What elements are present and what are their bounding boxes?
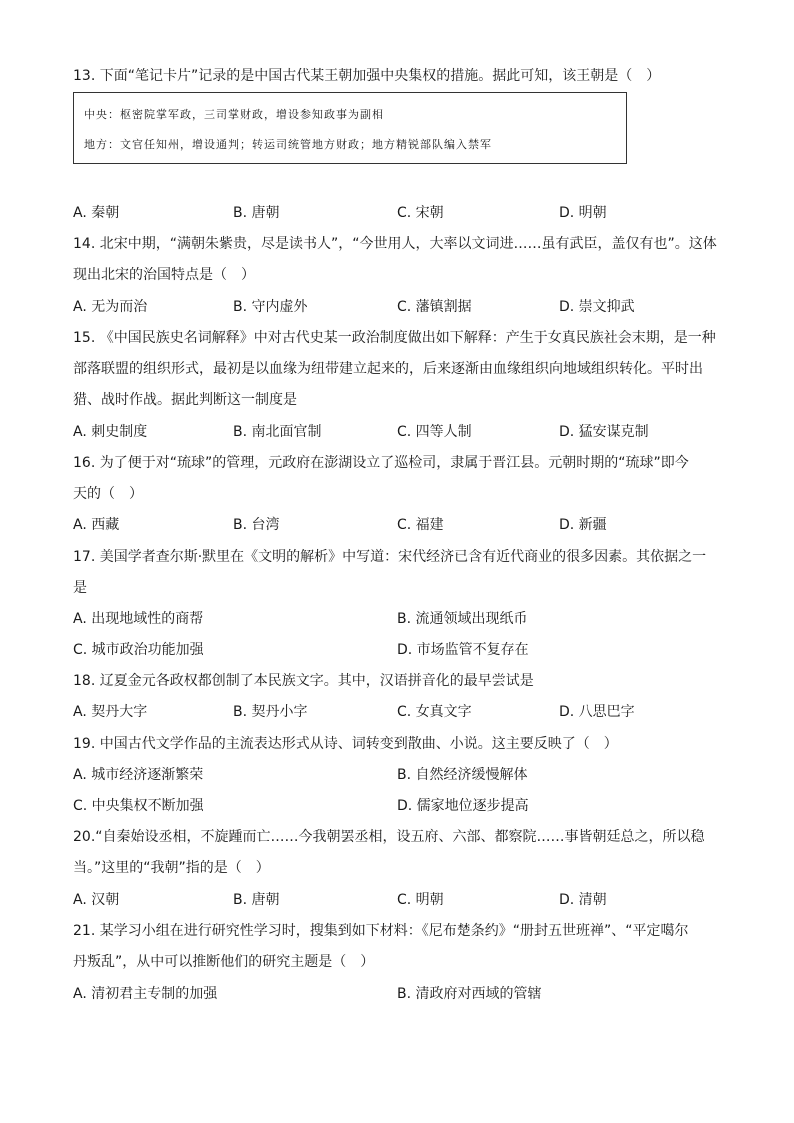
question-text: 19. 中国古代文学作品的主流表达形式从诗、词转变到散曲、小说。这主要反映了（ ）	[73, 736, 618, 752]
option-d[interactable]: D. 清朝	[559, 892, 607, 908]
option-c[interactable]: C. 藩镇割据	[397, 299, 472, 315]
question-text: 部落联盟的组织形式，最初是以血缘为纽带建立起来的，后来逐渐由血缘组织向地域组织转化。平时出	[73, 361, 703, 377]
option-d[interactable]: D. 崇文抑武	[559, 299, 635, 315]
option-c[interactable]: C. 女真文字	[397, 704, 472, 720]
question-text: 当。”这里的“我朝”指的是（ ）	[73, 860, 270, 876]
note-card-central: 中央：枢密院掌军政，三司掌财政，增设参知政事为副相	[84, 108, 384, 121]
option-c[interactable]: C. 城市政治功能加强	[73, 642, 204, 658]
question-text: 现出北宋的治国特点是（ ）	[73, 267, 255, 283]
option-b[interactable]: B. 唐朝	[233, 892, 280, 908]
option-d[interactable]: D. 八思巴字	[559, 704, 635, 720]
question-text: 丹叛乱”，从中可以推断他们的研究主题是（ ）	[73, 954, 375, 970]
question-text: 18. 辽夏金元各政权都创制了本民族文字。其中，汉语拼音化的最早尝试是	[73, 673, 534, 689]
option-a[interactable]: A. 刺史制度	[73, 424, 148, 440]
option-a[interactable]: A. 汉朝	[73, 892, 120, 908]
question-text: 猎、战时作战。据此判断这一制度是	[73, 392, 297, 408]
option-c[interactable]: C. 中央集权不断加强	[73, 798, 204, 814]
option-d[interactable]: D. 新疆	[559, 517, 607, 533]
option-a[interactable]: A. 无为而治	[73, 299, 148, 315]
option-c[interactable]: C. 明朝	[397, 892, 444, 908]
option-b[interactable]: B. 清政府对西域的管辖	[397, 986, 542, 1002]
question-text: 15. 《中国民族史名词解释》中对古代史某一政治制度做出如下解释：产生于女真民族社会末期，是一种	[73, 330, 716, 346]
option-d[interactable]: D. 市场监管不复存在	[397, 642, 529, 658]
option-b[interactable]: B. 唐朝	[233, 205, 280, 221]
question-text: 20.“自秦始设丞相，不旋踵而亡……今我朝罢丞相，设五府、六部、都察院……事皆朝廷总之，所以稳	[73, 829, 705, 845]
question-text: 16. 为了便于对“琉球”的管理，元政府在澎湖设立了巡检司，隶属于晋江县。元朝时期的“琉球”即今	[73, 455, 689, 471]
option-a[interactable]: A. 城市经济逐渐繁荣	[73, 767, 204, 783]
question-text: 天的（ ）	[73, 486, 143, 502]
question-text: 17. 美国学者查尔斯·默里在《文明的解析》中写道：宋代经济已含有近代商业的很多因素。其依据之一	[73, 549, 707, 565]
question-text: 21. 某学习小组在进行研究性学习时，搜集到如下材料：《尼布楚条约》“册封五世班禅”、“平定噶尔	[73, 923, 689, 939]
option-a[interactable]: A. 出现地域性的商帮	[73, 611, 204, 627]
option-c[interactable]: C. 福建	[397, 517, 444, 533]
option-d[interactable]: D. 猛安谋克制	[559, 424, 649, 440]
option-a[interactable]: A. 契丹大字	[73, 704, 148, 720]
option-d[interactable]: D. 明朝	[559, 205, 607, 221]
option-a[interactable]: A. 清初君主专制的加强	[73, 986, 218, 1002]
question-text: 14. 北宋中期，“满朝朱紫贵，尽是读书人”，“今世用人，大率以文词进……虽有武臣，盖仅有也”。这体	[73, 236, 717, 252]
option-a[interactable]: A. 秦朝	[73, 205, 120, 221]
note-card	[73, 92, 627, 164]
question-text: 是	[73, 580, 87, 596]
option-a[interactable]: A. 西藏	[73, 517, 120, 533]
note-card-local: 地方：文官任知州，增设通判；转运司统管地方财政；地方精锐部队编入禁军	[84, 138, 492, 151]
option-b[interactable]: B. 自然经济缓慢解体	[397, 767, 528, 783]
option-c[interactable]: C. 四等人制	[397, 424, 472, 440]
option-b[interactable]: B. 南北面官制	[233, 424, 322, 440]
option-b[interactable]: B. 流通领域出现纸币	[397, 611, 528, 627]
option-d[interactable]: D. 儒家地位逐步提高	[397, 798, 529, 814]
option-b[interactable]: B. 台湾	[233, 517, 280, 533]
question-text: 13. 下面“笔记卡片”记录的是中国古代某王朝加强中央集权的措施。据此可知，该王朝是（ ）	[73, 68, 661, 84]
option-b[interactable]: B. 契丹小字	[233, 704, 308, 720]
option-c[interactable]: C. 宋朝	[397, 205, 444, 221]
option-b[interactable]: B. 守内虚外	[233, 299, 308, 315]
